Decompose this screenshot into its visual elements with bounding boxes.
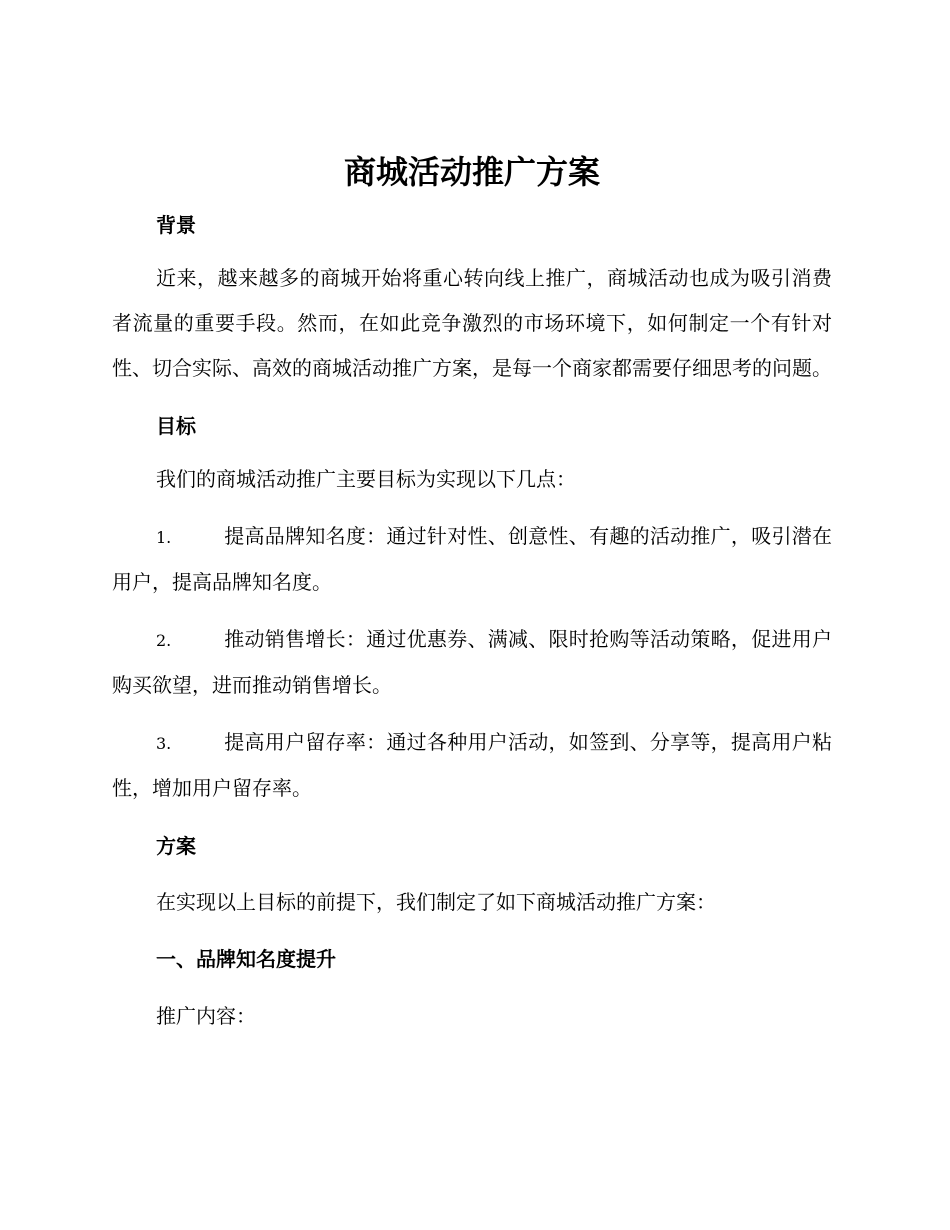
plan-heading: 方案 (156, 834, 196, 858)
document-body (112, 146, 832, 1031)
promo-content-label: 推广内容： (156, 1004, 256, 1028)
goal-item-1 (112, 514, 832, 605)
goal-heading: 目标 (156, 414, 196, 438)
plan-intro: 在实现以上目标的前提下，我们制定了如下商城活动推广方案： (156, 890, 716, 914)
goal-item-text: 提高品牌知名度：通过针对性、创意性、有趣的活动推广，吸引潜在用户，提高品牌知名度。 (112, 524, 832, 594)
plan-sub-heading: 一、品牌知名度提升 (156, 947, 336, 971)
goal-item-2 (112, 617, 832, 708)
background-paragraph: 近来，越来越多的商城开始将重心转向线上推广，商城活动也成为吸引消费者流量的重要手段。然而，在如此竞争激烈的市场环境下，如何制定一个有针对性、切合实际、高效的商城活动推广方案，是每一个商家都需要仔细思考的问题。 (112, 266, 832, 380)
goal-item-number: 2. (156, 631, 172, 650)
goal-item-text: 提高用户留存率：通过各种用户活动，如签到、分享等，提高用户粘性，增加用户留存率。 (112, 730, 832, 800)
goal-item-number: 1. (156, 528, 172, 547)
goal-item-number: 3. (156, 734, 172, 753)
page-title: 商城活动推广方案 (343, 153, 600, 191)
goal-item-3 (112, 720, 832, 811)
goal-item-text: 推动销售增长：通过优惠券、满减、限时抢购等活动策略，促进用户购买欲望，进而推动销售增长。 (112, 627, 832, 697)
goal-intro: 我们的商城活动推广主要目标为实现以下几点： (156, 467, 576, 491)
background-heading: 背景 (156, 213, 196, 237)
